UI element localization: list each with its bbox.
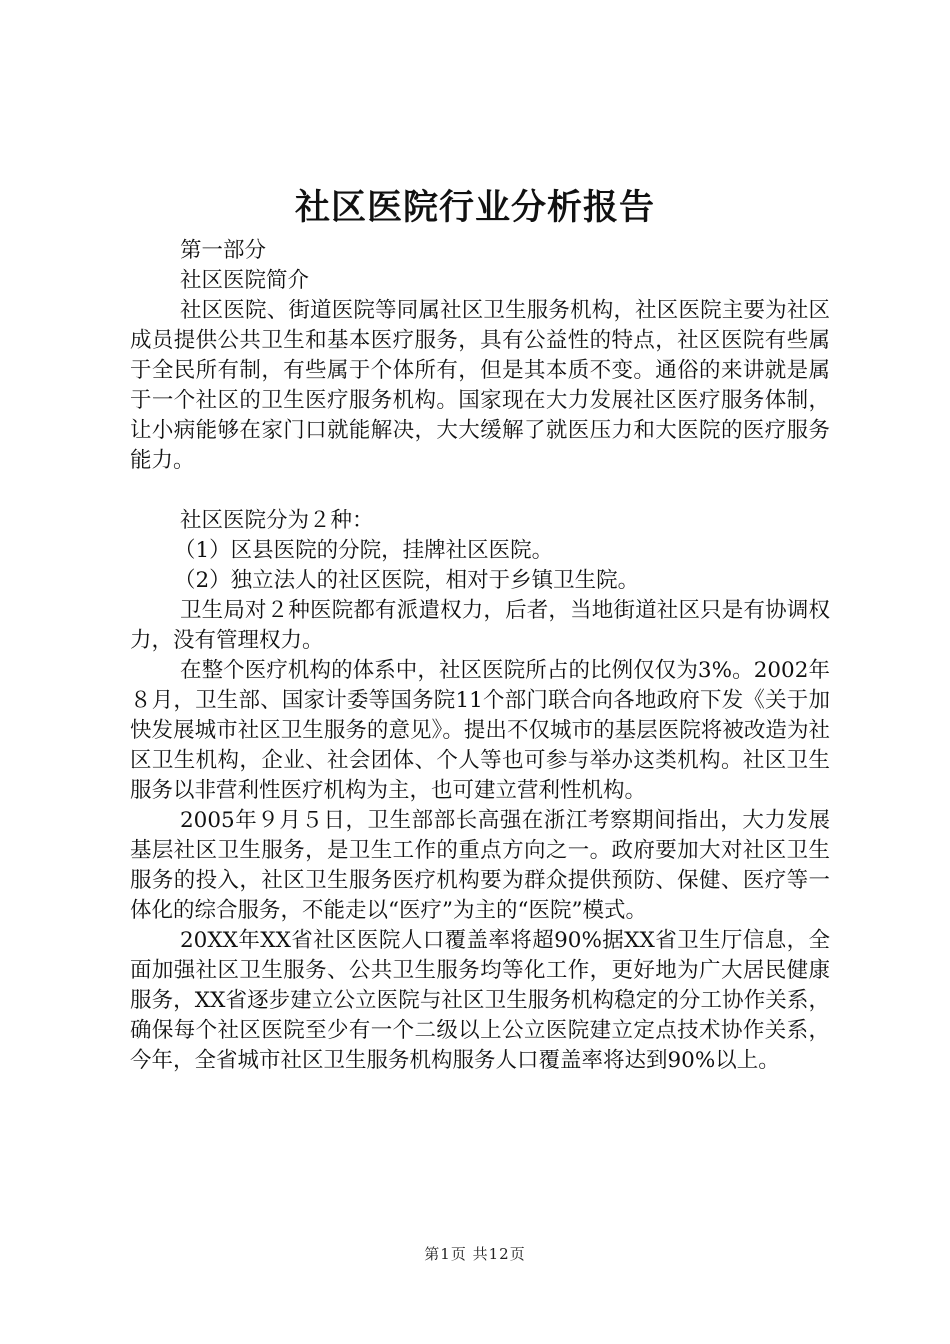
page-number-footer: 第1页 共12页	[424, 1245, 526, 1263]
paragraph-policy-2005: 2005年９月５日，卫生部部长高强在浙江考察期间指出，大力发展基层社区卫生服务，是卫生工作的重点方向之一。政府要加大对社区卫生服务的投入，社区卫生服务医疗机构要为群众提供预防、保健、医疗等一体化的综合服务，不能走以“医疗”为主的“医院”模式。	[130, 808, 830, 923]
list-item-type-2: （2）独立法人的社区医院，相对于乡镇卫生院。	[174, 568, 640, 593]
section-label: 第一部分	[180, 238, 267, 263]
paragraph-intro: 社区医院、街道医院等同属社区卫生服务机构，社区医院主要为社区成员提供公共卫生和基本医疗服务，具有公益性的特点，社区医院有些属于全民所有制，有些属于个体所有，但是其本质不变。通俗的来讲就是属于一个社区的卫生医疗服务机构。国家现在大力发展社区医疗服务体制，让小病能够在家门口就能解决，大大缓解了就医压力和大医院的医疗服务能力。	[130, 298, 830, 473]
document-body	[130, 236, 830, 1076]
page-title: 社区医院行业分析报告	[294, 187, 655, 228]
paragraph-coverage: 20XX年XX省社区医院人口覆盖率将超90%据XX省卫生厅信息，全面加强社区卫生服务、公共卫生服务均等化工作，更好地为广大居民健康服务，XX省逐步建立公立医院与社区卫生服务机构稳定的分工协作关系，确保每个社区医院至少有一个二级以上公立医院建立定点技术协作关系，今年，全省城市社区卫生服务机构服务人口覆盖率将达到90%以上。	[130, 928, 830, 1073]
list-item-type-1: （1）区县医院的分院，挂牌社区医院。	[174, 538, 554, 563]
paragraph-types-heading: 社区医院分为２种：	[180, 508, 374, 533]
paragraph-authority: 卫生局对２种医院都有派遣权力，后者，当地街道社区只是有协调权力，没有管理权力。	[130, 598, 830, 653]
section-title: 社区医院简介	[180, 268, 310, 293]
paragraph-proportion: 在整个医疗机构的体系中，社区医院所占的比例仅仅为3%。2002年８月，卫生部、国家计委等国务院11个部门联合向各地政府下发《关于加快发展城市社区卫生服务的意见》。提出不仅城市的基层医院将被改造为社区卫生机构，企业、社会团体、个人等也可参与举办这类机构。社区卫生服务以非营利性医疗机构为主，也可建立营利性机构。	[130, 658, 830, 803]
